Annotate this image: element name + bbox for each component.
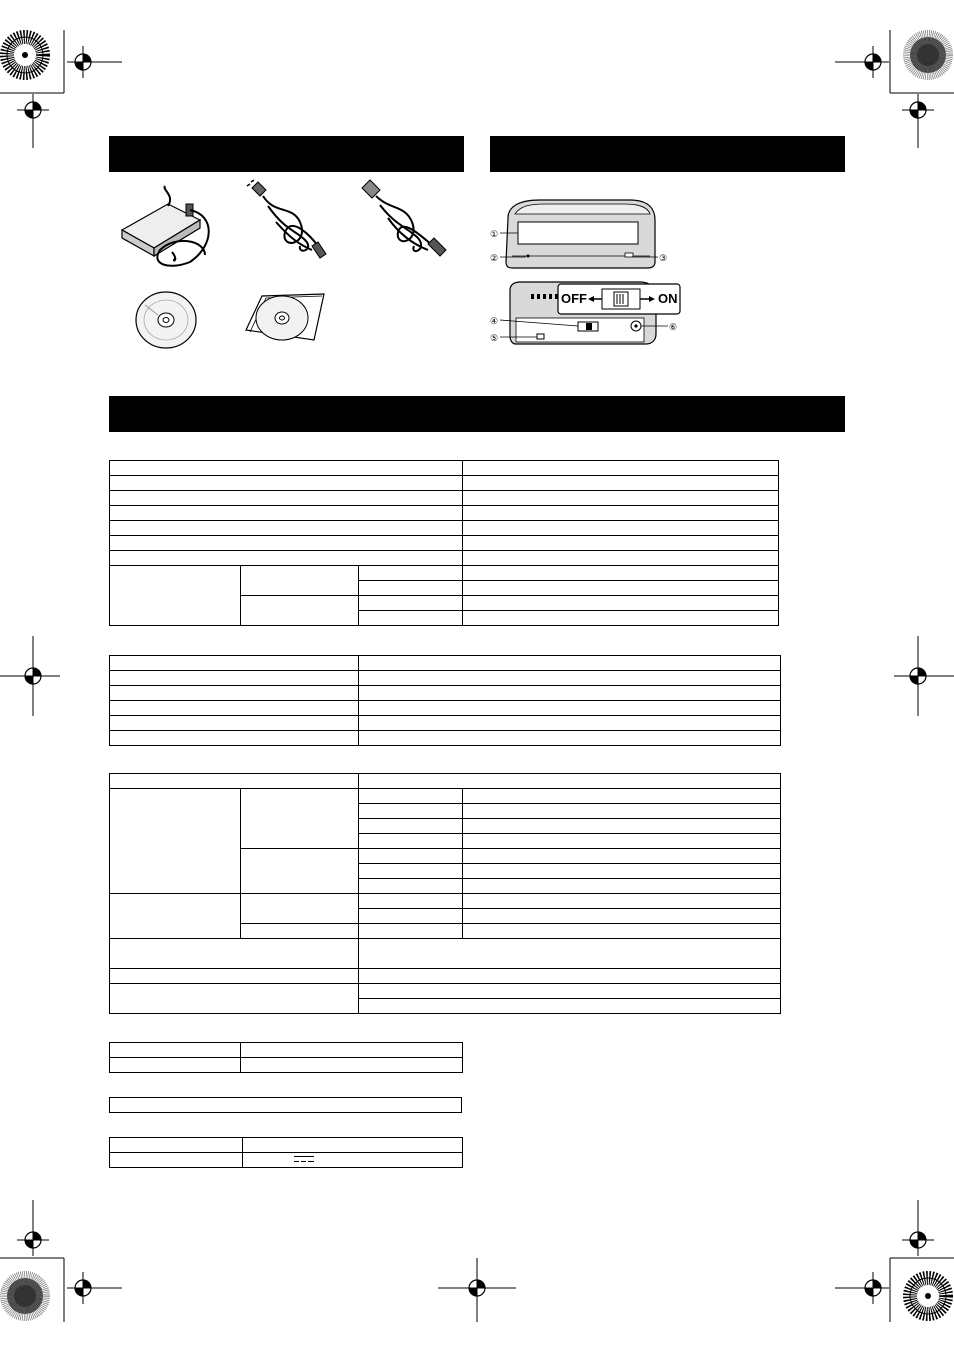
spec-table-3: [109, 773, 781, 1014]
callout-4: ④: [490, 316, 499, 326]
spec-table-2: [109, 655, 781, 746]
switch-off-label: OFF: [561, 291, 587, 306]
spec-table-1: [109, 460, 779, 626]
spec-table-5: [109, 1097, 462, 1113]
spec-table-4: [109, 1042, 463, 1073]
ac-adapter-illustration: [122, 186, 209, 266]
cd-case-illustration: [246, 294, 324, 340]
device-rear-view: [500, 282, 680, 344]
cd-disc-illustration: [136, 292, 196, 348]
device-front-view: [500, 200, 658, 268]
callout-6: ⑥: [669, 322, 678, 332]
usb-cable-illustration: [362, 180, 446, 256]
dc-symbol: [294, 1156, 314, 1164]
callout-2: ②: [490, 253, 499, 263]
callout-3: ③: [659, 253, 668, 263]
callout-5: ⑤: [490, 333, 499, 343]
switch-on-label: ON: [658, 291, 678, 306]
power-cord-illustration: [247, 180, 326, 258]
callout-1: ①: [490, 229, 499, 239]
spec-table-6: [109, 1137, 463, 1168]
